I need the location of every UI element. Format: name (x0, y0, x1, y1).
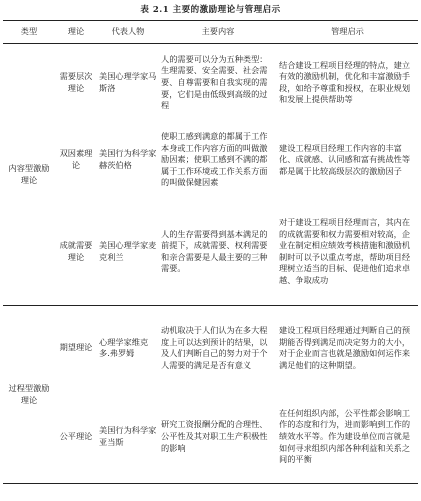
person-cell: 美国心理学家马斯洛 (99, 71, 157, 93)
person-cell: 美国行为科学家赫茨伯格 (99, 148, 157, 170)
theory-cell: 成就需要理论 (55, 199, 97, 306)
table-row (3, 122, 418, 199)
theory-cell: 期望理论 (59, 342, 93, 353)
type-cell: 过程型激励理论 (3, 306, 55, 484)
header-implication: 管理启示 (277, 21, 418, 44)
theory-cell: 公平理论 (55, 391, 97, 484)
implication-cell: 结合建设工程项目经理的特点，建立有效的激励机制，优化和丰富激励手段，如给予尊重和授权，在职业规划和发展上提供帮助等 (279, 59, 411, 105)
person-cell: 美国行为科学家亚当斯 (97, 391, 159, 484)
header-person: 代表人物 (97, 21, 159, 44)
implication-cell: 建设工程项目经理工作内容的丰富化、成就感、认同感和富有挑战性等都是属于比较高级层次的激励因子 (279, 142, 411, 176)
content-cell: 人的生存需要得到基本满足的前提下，成就需要、权利需要和亲合需要是人最主要的三种需要。 (159, 199, 277, 306)
person-cell: 美国心理学家麦克利兰 (97, 199, 159, 306)
content-cell: 使职工感到满意的都属于工作本身或工作内容方面的叫做激励因素；使职工感到不满的都属于工作环境或工作关系方面的叫做保健因素 (161, 131, 268, 188)
implication-cell: 建设工程项目经理通过判断自己的预期能否得到满足而决定努力的大小，对于企业而言也就是激励如何运作来满足他们的这种期望。 (279, 325, 411, 370)
theory-cell: 需要层次理论 (59, 71, 93, 93)
table-row (3, 199, 418, 306)
implication-cell: 在任何组织内部，公平性都会影响工作的态度和行为，进而影响到工作的绩效水平等。作为建设单位而言就是如何寻求组织内部各种利益和关系之间的平衡 (277, 391, 418, 484)
motivation-theory-table (3, 20, 418, 484)
header-theory: 理论 (55, 21, 97, 44)
content-cell: 动机取决于人们认为在多大程度上可以达到预计的结果，以及人们判断自己的努力对于个人需要的满足是否有意义 (161, 325, 268, 370)
header-content: 主要内容 (159, 21, 277, 44)
theory-cell: 双因素理论 (59, 148, 93, 170)
content-cell: 研究工资报酬分配的合理性、公平性及其对职工生产积极性的影响 (159, 391, 277, 484)
header-type: 类型 (3, 21, 55, 44)
content-cell: 人的需要可以分为五种类型：生理需要、安全需要、社会需要、自尊需要和自我实现的需要，它们是由低级到高级的过程 (161, 53, 268, 111)
table-row (3, 44, 418, 122)
implication-cell: 对于建设工程项目经理而言，其内在的成就需要和权力需要相对较高，企业在制定相应绩效考核措施和激励机制时可以予以重点考虑，帮助项目经理树立适当的目标、促进他们追求卓越、争取成功 (277, 199, 418, 306)
table-caption: 表 2.1 主要的激励理论与管理启示 (140, 5, 281, 15)
type-cell: 内容型激励理论 (3, 44, 55, 306)
header-row (3, 21, 418, 44)
table-row (3, 391, 418, 484)
table-row (3, 306, 418, 391)
person-cell: 心理学家维克多.弗罗姆 (99, 336, 149, 359)
